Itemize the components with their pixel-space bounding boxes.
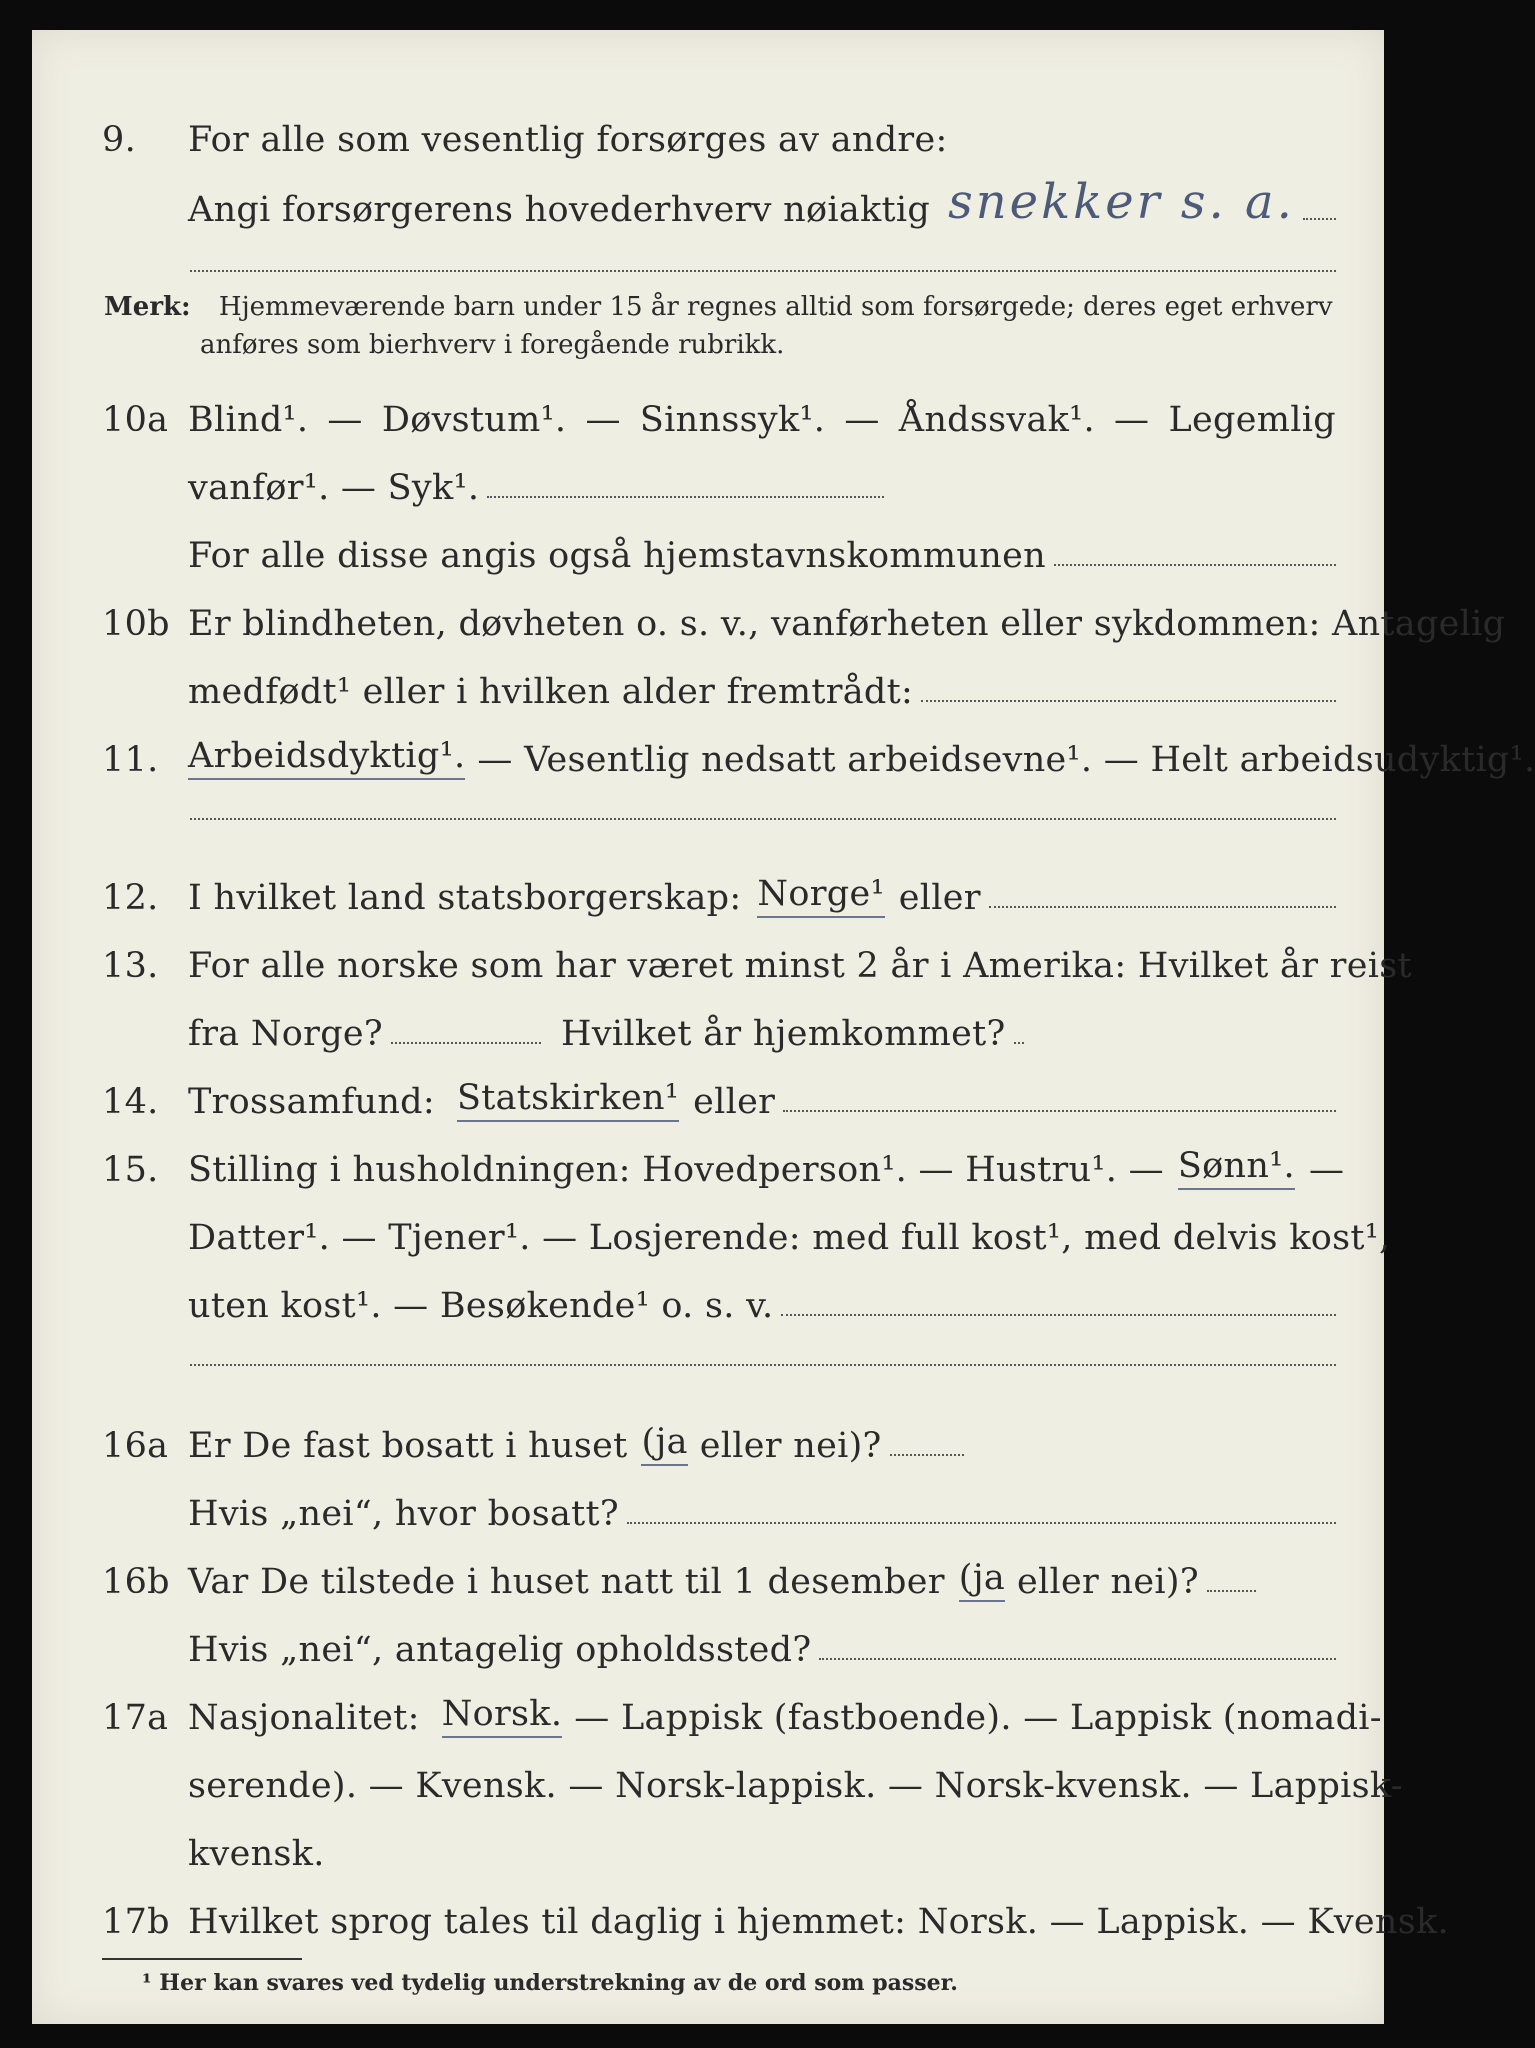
q10b-line2 bbox=[32, 642, 1384, 712]
q13-line1 bbox=[32, 916, 1412, 986]
q17b-line bbox=[32, 1872, 1449, 1942]
q17a-prompt: Nasjonalitet: bbox=[188, 1698, 420, 1738]
q10a-line3 bbox=[32, 506, 1384, 576]
q15-line1 bbox=[32, 1120, 1384, 1190]
q9-number: 9. bbox=[102, 120, 136, 160]
q11-line bbox=[32, 710, 1535, 780]
q17a-post: — Lappisk (fastboende). — Lappisk (nomadi- bbox=[574, 1698, 1382, 1738]
q13-fra-norge: fra Norge? bbox=[188, 1014, 383, 1054]
q14-marked-option: Statskirken¹ bbox=[457, 1078, 679, 1122]
q11-row bbox=[188, 736, 1535, 780]
q15-marked-option: Sønn¹. bbox=[1178, 1146, 1295, 1190]
q14-number: 14. bbox=[102, 1082, 159, 1122]
q17a-line3 bbox=[32, 1804, 1384, 1874]
q16a-hvis-nei: Hvis „nei“, hvor bosatt? bbox=[188, 1494, 619, 1534]
q10b-line1 bbox=[32, 574, 1506, 644]
merk-note bbox=[104, 288, 1333, 326]
q16a-post: eller nei)? bbox=[699, 1426, 882, 1466]
q13-line2-row bbox=[188, 1014, 1024, 1054]
q15-line3-text: uten kost¹. — Besøkende¹ o. s. v. bbox=[188, 1286, 774, 1326]
q9-answer-row bbox=[188, 174, 1336, 230]
q17a-number: 17a bbox=[102, 1698, 169, 1738]
q9-prompt: Angi forsørgerens hovederhverv nøiaktig bbox=[188, 190, 931, 230]
q12-prompt: I hvilket land statsborgerskap: bbox=[188, 878, 742, 918]
q13-fill2 bbox=[1014, 1042, 1024, 1044]
q17a-marked-option: Norsk. bbox=[442, 1694, 563, 1738]
q15-line3-fill bbox=[781, 1314, 1336, 1316]
q10a-dash: — bbox=[327, 400, 363, 440]
q16b-marked-option: (ja bbox=[959, 1558, 1005, 1602]
q16a-line2 bbox=[32, 1464, 1384, 1534]
q10b-number: 10b bbox=[102, 604, 170, 644]
q11-number: 11. bbox=[102, 740, 159, 780]
q10a-line2-row bbox=[188, 468, 884, 508]
q10a-line2 bbox=[32, 438, 1384, 508]
q13-number: 13. bbox=[102, 946, 159, 986]
q16b-post: eller nei)? bbox=[1017, 1562, 1199, 1602]
q10b-text: Er blindheten, døvheten o. s. v., vanførheten eller sykdommen: Antagelig bbox=[188, 604, 1506, 644]
q12-marked-option: Norge¹ bbox=[757, 874, 884, 918]
q13-fill1 bbox=[391, 1042, 541, 1044]
q11-answer-line bbox=[190, 818, 1336, 820]
q10a-line3-row bbox=[188, 536, 1336, 576]
q10a-opt-sinnssyk: Sinnssyk¹. bbox=[639, 400, 826, 440]
q10a-number: 10a bbox=[102, 400, 169, 440]
q10a-dash: — bbox=[1114, 400, 1150, 440]
q10a-dash: — bbox=[585, 400, 621, 440]
q10a-options bbox=[188, 400, 1336, 440]
q15-line3-row bbox=[188, 1286, 1336, 1326]
q17a-line1 bbox=[32, 1668, 1384, 1738]
q14-row bbox=[188, 1078, 1336, 1122]
merk-label: Merk: bbox=[104, 292, 191, 322]
q10b-line2-row bbox=[188, 672, 1336, 712]
q16a-line2-fill bbox=[627, 1522, 1336, 1524]
q14-prompt: Trossamfund: bbox=[188, 1082, 435, 1122]
q15-number: 15. bbox=[102, 1150, 159, 1190]
q10b-line2-fill bbox=[921, 700, 1336, 702]
q15-row1 bbox=[188, 1146, 1344, 1190]
q11-rest: — Vesentlig nedsatt arbeidsevne¹. — Helt arbeidsudyktig¹. bbox=[477, 740, 1535, 780]
q9-line2 bbox=[32, 160, 1384, 230]
q12-line bbox=[32, 848, 1384, 918]
q14-line bbox=[32, 1052, 1384, 1122]
q10a-line1 bbox=[32, 370, 1384, 440]
q17a-line3-text: kvensk. bbox=[188, 1834, 325, 1874]
q17b-text: Hvilket sprog tales til daglig i hjemmet: Norsk. — Lappisk. — Kvensk. bbox=[188, 1902, 1449, 1942]
q10a-dash: — bbox=[844, 400, 880, 440]
q17a-line2 bbox=[32, 1736, 1403, 1806]
q9-line1 bbox=[32, 90, 1384, 160]
q16a-line2-row bbox=[188, 1494, 1336, 1534]
q9-text: For alle som vesentlig forsørges av andre: bbox=[188, 120, 948, 160]
q10a-opt-dovstum: Døvstum¹. bbox=[381, 400, 567, 440]
q9-answer-line bbox=[1303, 218, 1336, 220]
q12-row bbox=[188, 874, 1336, 918]
q16b-hvis-nei: Hvis „nei“, antagelig opholdssted? bbox=[188, 1630, 812, 1670]
q15-line1-pre: Stilling i husholdningen: Hovedperson¹. — Hustru¹. — bbox=[188, 1150, 1164, 1190]
q16b-row bbox=[188, 1558, 1256, 1602]
q16b-number: 16b bbox=[102, 1562, 170, 1602]
q10a-opt-andssvak: Åndssvak¹. bbox=[898, 400, 1095, 440]
q11-marked-option: Arbeidsdyktig¹. bbox=[188, 736, 465, 780]
q14-eller: eller bbox=[693, 1082, 776, 1122]
q16a-prompt: Er De fast bosatt i huset bbox=[188, 1426, 628, 1466]
merk-line1: Hjemmeværende barn under 15 år regnes alltid som forsørgede; deres eget erhverv bbox=[218, 292, 1333, 322]
q16b-fill bbox=[1207, 1590, 1256, 1592]
q16b-line1 bbox=[32, 1532, 1384, 1602]
q15-line2-text: Datter¹. — Tjener¹. — Losjerende: med full kost¹, med delvis kost¹, bbox=[188, 1218, 1391, 1258]
q10a-opt-legemlig: Legemlig bbox=[1168, 400, 1336, 440]
q17a-line2-text: serende). — Kvensk. — Norsk-lappisk. — Norsk-kvensk. — Lappisk- bbox=[188, 1766, 1403, 1806]
q16b-prompt: Var De tilstede i huset natt til 1 desember bbox=[188, 1562, 945, 1602]
q16a-line1 bbox=[32, 1396, 1384, 1466]
q15-line2 bbox=[32, 1188, 1391, 1258]
q17a-row bbox=[188, 1694, 1382, 1738]
q15-line1-post: — bbox=[1308, 1150, 1345, 1190]
q14-fill bbox=[783, 1110, 1336, 1112]
q10a-opt-blind: Blind¹. bbox=[188, 400, 309, 440]
q12-fill bbox=[989, 906, 1336, 908]
q16b-line2-fill bbox=[819, 1658, 1336, 1660]
q9-handwritten-answer: snekker s. a. bbox=[948, 174, 1295, 230]
merk-line2: anføres som bierhverv i foregående rubrikk. bbox=[200, 330, 785, 360]
footnote: ¹ Her kan svares ved tydelig understrekning av de ord som passer. bbox=[142, 1970, 958, 1996]
footnote-rule bbox=[102, 1958, 302, 1960]
q16a-row bbox=[188, 1422, 964, 1466]
q10b-medfodt: medfødt¹ eller i hvilken alder fremtrådt: bbox=[188, 672, 914, 712]
q17b-number: 17b bbox=[102, 1902, 170, 1942]
q10a-hjemstavn: For alle disse angis også hjemstavnskommunen bbox=[188, 536, 1046, 576]
q13-line2 bbox=[32, 984, 1384, 1054]
census-form-page bbox=[32, 30, 1535, 2024]
q16a-number: 16a bbox=[102, 1426, 169, 1466]
q16a-fill bbox=[890, 1454, 964, 1456]
separator-rule bbox=[190, 270, 1336, 272]
q16a-marked-option: (ja bbox=[641, 1422, 687, 1466]
q16b-line2-row bbox=[188, 1630, 1336, 1670]
q13-text: For alle norske som har været minst 2 år i Amerika: Hvilket år reist bbox=[188, 946, 1412, 986]
q10a-line2-fill bbox=[487, 496, 884, 498]
q12-number: 12. bbox=[102, 878, 159, 918]
q15-answer-line bbox=[190, 1364, 1336, 1366]
q13-hjemkommet: Hvilket år hjemkommet? bbox=[561, 1014, 1006, 1054]
q10a-line3-fill bbox=[1054, 564, 1336, 566]
q15-line3 bbox=[32, 1256, 1384, 1326]
q12-eller: eller bbox=[898, 878, 981, 918]
q10a-vanfor-syk: vanfør¹. — Syk¹. bbox=[188, 468, 480, 508]
q16b-line2 bbox=[32, 1600, 1384, 1670]
